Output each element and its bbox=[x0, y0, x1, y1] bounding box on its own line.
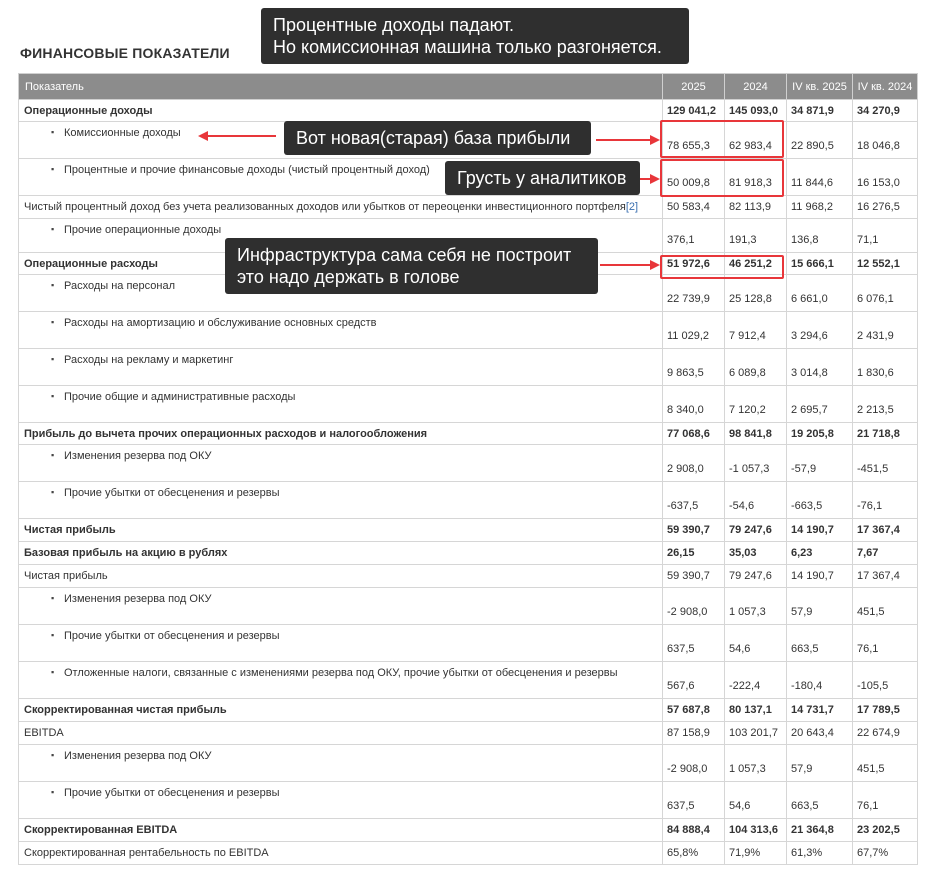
value-q4-2024: 6 076,1 bbox=[853, 275, 918, 312]
highlight-opex-box bbox=[660, 255, 784, 279]
value-q4-2024: 2 431,9 bbox=[853, 312, 918, 349]
table-row bbox=[19, 722, 918, 745]
value-q4-2024: 18 046,8 bbox=[853, 122, 918, 159]
value-q4-2025: 11 844,6 bbox=[787, 159, 853, 196]
value-2025: 2 908,0 bbox=[663, 445, 725, 482]
table-row bbox=[19, 312, 918, 349]
highlight-interest-box bbox=[660, 159, 784, 197]
value-2025: 50 583,4 bbox=[663, 196, 725, 219]
value-q4-2025: 3 014,8 bbox=[787, 349, 853, 386]
value-2024: 54,6 bbox=[725, 782, 787, 819]
table-row bbox=[19, 819, 918, 842]
row-label: ▪ Расходы на рекламу и маркетинг bbox=[19, 349, 663, 386]
value-q4-2025: -663,5 bbox=[787, 482, 853, 519]
value-q4-2024: 1 830,6 bbox=[853, 349, 918, 386]
value-q4-2025: 15 666,1 bbox=[787, 253, 853, 275]
value-2024: 103 201,7 bbox=[725, 722, 787, 745]
value-2024: 145 093,0 bbox=[725, 100, 787, 122]
row-label: ▪ Расходы на персонал bbox=[19, 275, 663, 312]
table-row bbox=[19, 542, 918, 565]
value-2024: 25 128,8 bbox=[725, 275, 787, 312]
header-2025: 2025 bbox=[663, 74, 725, 100]
value-q4-2025: -180,4 bbox=[787, 662, 853, 699]
row-label: Прибыль до вычета прочих операционных расходов и налогообложения bbox=[19, 423, 663, 445]
value-2024: -222,4 bbox=[725, 662, 787, 699]
value-2025: 87 158,9 bbox=[663, 722, 725, 745]
value-2025: 50 009,8 bbox=[663, 159, 725, 196]
value-2025: 129 041,2 bbox=[663, 100, 725, 122]
value-2024: 54,6 bbox=[725, 625, 787, 662]
value-q4-2025: 3 294,6 bbox=[787, 312, 853, 349]
value-2025: 637,5 bbox=[663, 782, 725, 819]
value-2024: 1 057,3 bbox=[725, 745, 787, 782]
value-q4-2024: 67,7% bbox=[853, 842, 918, 865]
value-q4-2024: 12 552,1 bbox=[853, 253, 918, 275]
row-label: ▪ Расходы на амортизацию и обслуживание основных средств bbox=[19, 312, 663, 349]
value-q4-2024: -76,1 bbox=[853, 482, 918, 519]
value-q4-2025: 136,8 bbox=[787, 219, 853, 253]
value-q4-2024: -105,5 bbox=[853, 662, 918, 699]
value-2024: 7 120,2 bbox=[725, 386, 787, 423]
value-q4-2024: 71,1 bbox=[853, 219, 918, 253]
table-row bbox=[19, 519, 918, 542]
arrow-commission-right-line bbox=[596, 139, 650, 141]
value-q4-2024: 34 270,9 bbox=[853, 100, 918, 122]
value-2024: 104 313,6 bbox=[725, 819, 787, 842]
value-2024: 7 912,4 bbox=[725, 312, 787, 349]
row-label: ▪ Комиссионные доходы bbox=[19, 122, 663, 159]
table-row bbox=[19, 423, 918, 445]
value-2025: 637,5 bbox=[663, 625, 725, 662]
value-q4-2025: -57,9 bbox=[787, 445, 853, 482]
value-q4-2024: 17 789,5 bbox=[853, 699, 918, 722]
row-label: ▪ Прочие операционные доходы bbox=[19, 219, 663, 253]
callout-top bbox=[261, 8, 689, 64]
value-2025: -2 908,0 bbox=[663, 588, 725, 625]
value-2024: 71,9% bbox=[725, 842, 787, 865]
table-row bbox=[19, 699, 918, 722]
table-row bbox=[19, 588, 918, 625]
value-q4-2024: 22 674,9 bbox=[853, 722, 918, 745]
value-2025: 9 863,5 bbox=[663, 349, 725, 386]
value-q4-2024: 16 276,5 bbox=[853, 196, 918, 219]
value-q4-2024: 2 213,5 bbox=[853, 386, 918, 423]
value-q4-2025: 57,9 bbox=[787, 588, 853, 625]
value-q4-2025: 20 643,4 bbox=[787, 722, 853, 745]
value-q4-2025: 11 968,2 bbox=[787, 196, 853, 219]
table-row bbox=[19, 782, 918, 819]
row-label: Операционные доходы bbox=[19, 100, 663, 122]
table-row bbox=[19, 625, 918, 662]
row-label: Скорректированная чистая прибыль bbox=[19, 699, 663, 722]
value-q4-2024: 451,5 bbox=[853, 745, 918, 782]
value-q4-2025: 663,5 bbox=[787, 625, 853, 662]
value-q4-2025: 57,9 bbox=[787, 745, 853, 782]
arrow-left-icon bbox=[198, 131, 208, 141]
callout-commission: Вот новая(старая) база прибыли bbox=[284, 121, 591, 155]
value-2025: 59 390,7 bbox=[663, 519, 725, 542]
row-label: Чистая прибыль bbox=[19, 565, 663, 588]
row-label: ▪ Изменения резерва под ОКУ bbox=[19, 445, 663, 482]
value-2024: 79 247,6 bbox=[725, 519, 787, 542]
value-q4-2024: 21 718,8 bbox=[853, 423, 918, 445]
header-q4-2025: IV кв. 2025 bbox=[787, 74, 853, 100]
value-q4-2024: 17 367,4 bbox=[853, 519, 918, 542]
table-row bbox=[19, 745, 918, 782]
callout-infra-line2: это надо держать в голове bbox=[237, 267, 460, 287]
table-header-row bbox=[19, 74, 918, 100]
row-label: Чистая прибыль bbox=[19, 519, 663, 542]
header-2024: 2024 bbox=[725, 74, 787, 100]
value-q4-2024: 76,1 bbox=[853, 625, 918, 662]
value-2024: 35,03 bbox=[725, 542, 787, 565]
table-row bbox=[19, 445, 918, 482]
row-label: Скорректированная EBITDA bbox=[19, 819, 663, 842]
value-2024: -54,6 bbox=[725, 482, 787, 519]
row-label: ▪ Прочие убытки от обесценения и резервы bbox=[19, 782, 663, 819]
value-2025: 84 888,4 bbox=[663, 819, 725, 842]
value-2024: 6 089,8 bbox=[725, 349, 787, 386]
value-2025: 59 390,7 bbox=[663, 565, 725, 588]
value-2025: 376,1 bbox=[663, 219, 725, 253]
value-q4-2024: -451,5 bbox=[853, 445, 918, 482]
callout-infrastructure bbox=[225, 238, 598, 294]
value-2024: 79 247,6 bbox=[725, 565, 787, 588]
value-2025: 51 972,6 bbox=[663, 253, 725, 275]
row-label: ▪ Процентные и прочие финансовые доходы (чистый процентный доход) bbox=[19, 159, 663, 196]
table-row bbox=[19, 565, 918, 588]
value-q4-2025: 22 890,5 bbox=[787, 122, 853, 159]
value-2025: 22 739,9 bbox=[663, 275, 725, 312]
table-row bbox=[19, 349, 918, 386]
row-label: Базовая прибыль на акцию в рублях bbox=[19, 542, 663, 565]
value-2024: 82 113,9 bbox=[725, 196, 787, 219]
value-2025: 77 068,6 bbox=[663, 423, 725, 445]
value-2025: -2 908,0 bbox=[663, 745, 725, 782]
callout-top-line2: Но комиссионная машина только разгоняется. bbox=[273, 37, 662, 57]
value-2024: 62 983,4 bbox=[725, 122, 787, 159]
value-q4-2025: 663,5 bbox=[787, 782, 853, 819]
value-q4-2024: 23 202,5 bbox=[853, 819, 918, 842]
value-q4-2024: 16 153,0 bbox=[853, 159, 918, 196]
row-label: ▪ Прочие убытки от обесценения и резервы bbox=[19, 625, 663, 662]
value-2025: 8 340,0 bbox=[663, 386, 725, 423]
callout-top-line1: Процентные доходы падают. bbox=[273, 15, 514, 35]
row-label: Скорректированная рентабельность по EBITDA bbox=[19, 842, 663, 865]
value-q4-2025: 61,3% bbox=[787, 842, 853, 865]
table-row bbox=[19, 100, 918, 122]
callout-infra-line1: Инфраструктура сама себя не построит bbox=[237, 245, 572, 265]
value-q4-2024: 76,1 bbox=[853, 782, 918, 819]
page-title: ФИНАНСОВЫЕ ПОКАЗАТЕЛИ bbox=[20, 45, 230, 61]
value-q4-2024: 451,5 bbox=[853, 588, 918, 625]
value-q4-2025: 14 190,7 bbox=[787, 519, 853, 542]
value-2025: 57 687,8 bbox=[663, 699, 725, 722]
value-2024: 46 251,2 bbox=[725, 253, 787, 275]
footnote-link[interactable]: [2] bbox=[625, 201, 639, 213]
row-label: ▪ Отложенные налоги, связанные с изменениями резерва под ОКУ, прочие убытки от обесценения и резервы bbox=[19, 662, 663, 699]
table-row bbox=[19, 662, 918, 699]
value-2025: 78 655,3 bbox=[663, 122, 725, 159]
value-2025: 26,15 bbox=[663, 542, 725, 565]
row-label: ▪ Изменения резерва под ОКУ bbox=[19, 588, 663, 625]
table-row bbox=[19, 386, 918, 423]
value-2024: 80 137,1 bbox=[725, 699, 787, 722]
row-label: ▪ Изменения резерва под ОКУ bbox=[19, 745, 663, 782]
row-label: EBITDA bbox=[19, 722, 663, 745]
row-label: ▪ Прочие убытки от обесценения и резервы bbox=[19, 482, 663, 519]
value-q4-2025: 14 190,7 bbox=[787, 565, 853, 588]
arrow-commission-left-line bbox=[208, 135, 276, 137]
arrow-opex-line bbox=[600, 264, 650, 266]
row-label: ▪ Прочие общие и административные расходы bbox=[19, 386, 663, 423]
value-2024: 1 057,3 bbox=[725, 588, 787, 625]
value-q4-2024: 7,67 bbox=[853, 542, 918, 565]
value-q4-2025: 6,23 bbox=[787, 542, 853, 565]
table-row bbox=[19, 196, 918, 219]
value-q4-2025: 34 871,9 bbox=[787, 100, 853, 122]
arrow-right-icon bbox=[650, 260, 660, 270]
value-2024: 98 841,8 bbox=[725, 423, 787, 445]
highlight-commission-box bbox=[660, 120, 784, 158]
table-row bbox=[19, 482, 918, 519]
value-2024: -1 057,3 bbox=[725, 445, 787, 482]
callout-interest: Грусть у аналитиков bbox=[445, 161, 640, 195]
value-q4-2024: 17 367,4 bbox=[853, 565, 918, 588]
value-2025: 567,6 bbox=[663, 662, 725, 699]
arrow-right-icon bbox=[650, 174, 660, 184]
table-row bbox=[19, 842, 918, 865]
row-label: Операционные расходы bbox=[19, 253, 663, 275]
value-q4-2025: 21 364,8 bbox=[787, 819, 853, 842]
value-2025: 65,8% bbox=[663, 842, 725, 865]
value-2025: -637,5 bbox=[663, 482, 725, 519]
value-2025: 11 029,2 bbox=[663, 312, 725, 349]
row-label: Чистый процентный доход без учета реализованных доходов или убытков от переоценки инвестиционного портфеля[2] bbox=[19, 196, 663, 219]
arrow-right-icon bbox=[650, 135, 660, 145]
value-2024: 191,3 bbox=[725, 219, 787, 253]
header-indicator: Показатель bbox=[19, 74, 663, 100]
value-2024: 81 918,3 bbox=[725, 159, 787, 196]
value-q4-2025: 2 695,7 bbox=[787, 386, 853, 423]
value-q4-2025: 19 205,8 bbox=[787, 423, 853, 445]
header-q4-2024: IV кв. 2024 bbox=[853, 74, 918, 100]
value-q4-2025: 14 731,7 bbox=[787, 699, 853, 722]
value-q4-2025: 6 661,0 bbox=[787, 275, 853, 312]
